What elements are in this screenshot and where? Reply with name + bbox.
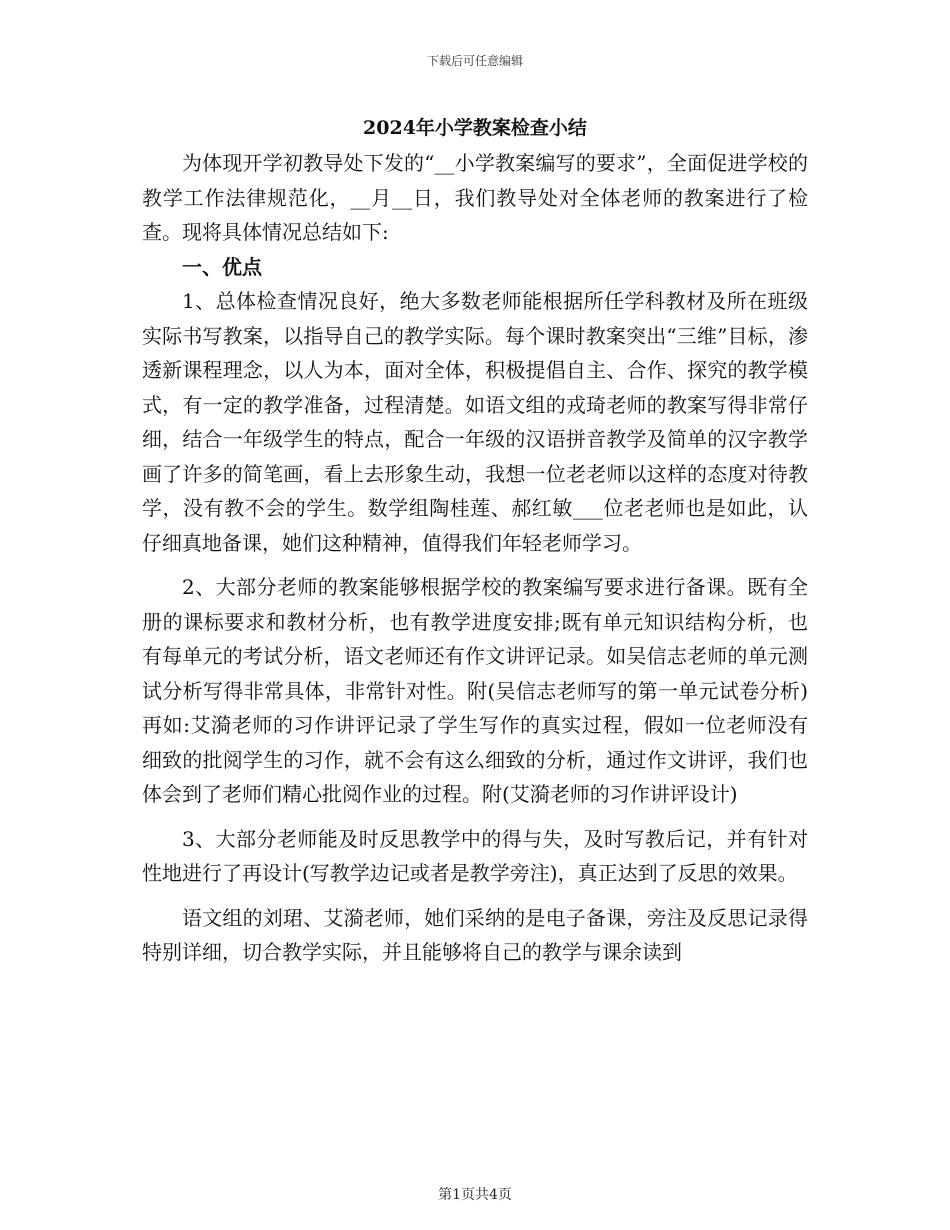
section-heading-strengths: 一、优点 xyxy=(182,254,262,279)
strength-paragraph-4: 语文组的刘珺、艾漪老师，她们采纳的是电子备课，旁注及反思记录得特别详细，切合教学实际，并且能够将自己的教学与课余读到 xyxy=(142,905,808,964)
document-title: 2024年小学教案检查小结 xyxy=(363,117,587,139)
strength-paragraph-2: 2、大部分老师的教案能够根据学校的教案编写要求进行备课。既有全册的课标要求和教材分析，也有教学进度安排;既有单元知识结构分析，也有每单元的考试分析，语文老师还有作文讲评记录。如吴信志老师的单元测试分析写得非常具体，非常针对性。附(吴信志老师写的第一单元试卷分析)再如:艾漪老师的习作讲评记录了学生写作的真实过程，假如一位老师没有细致的批阅学生的习作，就不会有这么细致的分析，通过作文讲评，我们也体会到了老师们精心批阅作业的过程。附(艾漪老师的习作讲评设计) xyxy=(142,575,808,806)
strength-paragraph-1: 1、总体检查情况良好，绝大多数老师能根据所任学科教材及所在班级实际书写教案，以指导自己的教学实际。每个课时教案突出“三维”目标，渗透新课程理念，以人为本，面对全体，积极提倡自主、合作、探究的教学模式，有一定的教学准备，过程清楚。如语文组的戎琦老师的教案写得非常仔细，结合一年级学生的特点，配合一年级的汉语拼音教学及简单的汉字教学画了许多的简笔画，看上去形象生动，我想一位老老师以这样的态度对待教学，没有教不会的学生。数学组陶桂莲、郝红敏___位老老师也是如此，认仔细真地备课，她们这种精神，值得我们年轻老师学习。 xyxy=(142,289,808,555)
page-footer: 第1页共4页 xyxy=(438,1187,512,1203)
strength-paragraph-3: 3、大部分老师能及时反思教学中的得与失，及时写教后记，并有针对性地进行了再设计(写教学边记或者是教学旁注)，真正达到了反思的效果。 xyxy=(142,826,808,885)
page-header: 下载后可任意编辑 xyxy=(426,54,523,68)
document-body xyxy=(142,146,808,970)
intro-paragraph: 为体现开学初教导处下发的“__小学教案编写的要求”，全面促进学校的教学工作法律规范化，__月__日，我们教导处对全体老师的教案进行了检查。现将具体情况总结如下: xyxy=(142,151,808,244)
